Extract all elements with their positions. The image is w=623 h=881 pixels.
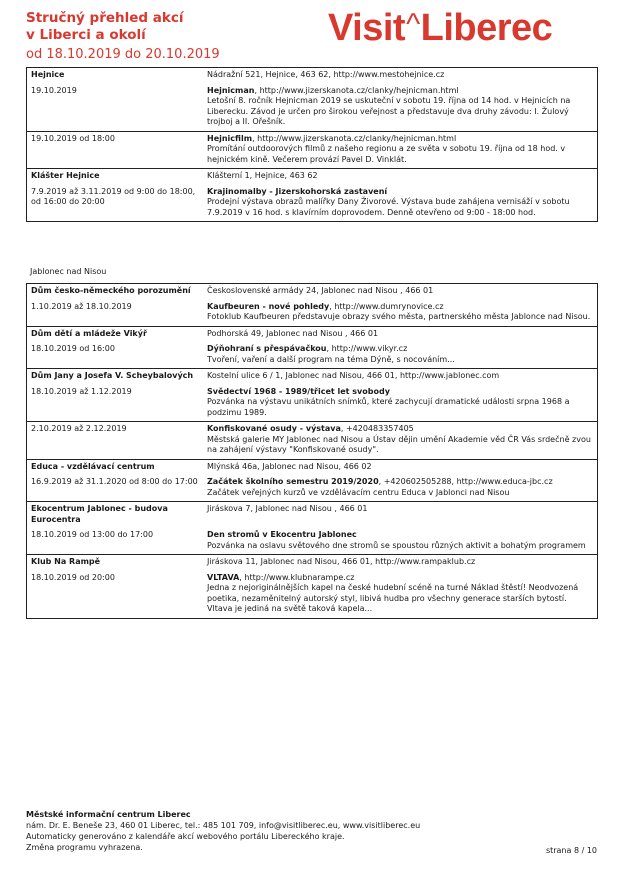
event-link[interactable]: , +420602505288, http://www.educa-jbc.cz <box>378 477 553 486</box>
place-address: Podhorská 49, Jablonec nad Nisou , 466 01 <box>207 328 379 338</box>
logo-visit: Visit <box>328 7 406 49</box>
place-row <box>27 554 597 571</box>
event-title: Hejnicman <box>207 85 255 95</box>
logo-liberec: Liberec <box>420 7 553 49</box>
event-row <box>27 571 597 618</box>
event-title: Krajinomalby - Jizerskohorská zastavení <box>207 186 388 196</box>
event-row <box>27 475 597 501</box>
place-row <box>27 326 597 343</box>
footer-change-note: Změna programu vyhrazena. <box>26 843 143 852</box>
place-address: Jiráskova 7, Jablonec nad Nisou , 466 01 <box>207 504 368 513</box>
event-description: Promítání outdoorových filmů z našeho regionu a ze světa v sobotu 19. října od 18 hod. v hejnickém kině. Večerem provází Pavel D. Vinklát. <box>207 144 566 164</box>
event-row <box>27 300 597 326</box>
event-detail <box>203 385 597 422</box>
footer-auto-note: Automaticky generováno z kalendáře akcí webového portálu Libereckého kraje. <box>26 832 345 841</box>
event-link[interactable]: , http://www.jizerskanota.cz/clanky/hejnicman.html <box>254 85 459 95</box>
event-date-line: 7.9.2019 až 3.11.2019 od 9:00 do 18:00, <box>31 186 196 196</box>
event-detail <box>203 342 597 368</box>
event-description: Fotoklub Kaufbeuren představuje obrazy svého města, partnerského města Jablonce nad Nisou. <box>207 312 591 321</box>
event-date <box>27 185 203 222</box>
event-title: VLTAVA <box>207 572 240 582</box>
place-address: Mlýnská 46a, Jablonec nad Nisou, 466 02 <box>207 461 372 471</box>
event-detail <box>203 475 597 501</box>
place-name: Dům dětí a mládeže Vikýř <box>31 328 147 338</box>
event-row <box>27 131 597 169</box>
event-detail <box>203 571 597 618</box>
event-description: Tvoření, vaření a další program na téma Dýně, s nocováním... <box>207 354 455 364</box>
document-title <box>26 10 184 44</box>
event-row <box>27 421 597 459</box>
event-date: 18.10.2019 od 20:00 <box>31 572 115 582</box>
event-link[interactable]: , http://www.dumrynovice.cz <box>329 301 444 311</box>
event-title: Konfiskované osudy - výstava <box>207 424 341 433</box>
event-title: Kaufbeuren - nové pohledy <box>207 301 330 311</box>
place-address: Československé armády 24, Jablonec nad Nisou , 466 01 <box>207 286 434 295</box>
place-row <box>27 368 597 385</box>
event-date: 18.10.2019 až 1.12.2019 <box>31 386 132 396</box>
place-row <box>27 168 597 185</box>
page-number: strana 8 / 10 <box>545 846 597 855</box>
event-row <box>27 385 597 422</box>
event-row <box>27 528 597 554</box>
event-description: Letošní 8. ročník Hejnicman 2019 se uskuteční v sobotu 19. října od 14 hod. v Hejnicích na Liberecku. Závod je určen pro širokou veřejnost a představuje dva druhy závodu: I. Žulový trojboj a II. Ořešník. <box>207 96 571 126</box>
place-name: Klub Na Rampě <box>31 557 101 566</box>
event-date: 19.10.2019 od 18:00 <box>31 133 115 143</box>
place-address: Nádražní 521, Hejnice, 463 62, http://www.mestohejnice.cz <box>207 70 445 79</box>
place-name: Klášter Hejnice <box>31 171 100 180</box>
event-detail <box>203 132 597 169</box>
place-address: Jiráskova 11, Jablonec nad Nisou, 466 01, http://www.rampaklub.cz <box>207 557 476 566</box>
event-date: 16.9.2019 až 31.1.2020 od 8:00 do 17:00 <box>31 477 198 486</box>
event-date-line: od 16:00 do 20:00 <box>31 197 105 206</box>
event-description: Městská galerie MY Jablonec nad Nisou a Ústav dějin umění Akademie věd ČR Vás srdečně zvou na zahájení výstavy "Konfiskované osudy". <box>207 434 591 454</box>
event-description: Pozvánka na oslavu světového dne stromů se spoustou různých aktivit a bohatým programem <box>207 540 586 550</box>
event-link[interactable]: , http://www.klubnarampe.cz <box>239 572 355 582</box>
region-heading: Jablonec nad Nisou <box>30 267 107 276</box>
logo-caret-icon: ^ <box>406 8 420 41</box>
event-row <box>27 84 597 131</box>
place-name: Dům Jany a Josefa V. Scheybalových <box>31 371 194 380</box>
event-title: Svědectví 1968 - 1989/třicet let svobody <box>207 386 390 396</box>
event-detail <box>203 84 597 131</box>
event-title: Začátek školního semestru 2019/2020 <box>207 477 379 486</box>
hejnice-table <box>26 67 598 222</box>
date-range: od 18.10.2019 do 20.10.2019 <box>26 47 220 62</box>
place-address: Klášterní 1, Hejnice, 463 62 <box>207 171 318 180</box>
event-row <box>27 185 597 222</box>
place-row <box>27 459 597 476</box>
place-row <box>27 284 597 300</box>
event-row <box>27 342 597 368</box>
event-description: Jedna z nejoriginálnějších kapel na české hudební scéně na turné Náklad štěstí! Neodvozená poetika, nezaměnitelný autorský styl, libivá hudba pro všechny generace starších bytostí. Vltava je jediná na světě taková kapela... <box>207 583 579 613</box>
title-line-2: v Liberci a okolí <box>26 27 146 43</box>
event-link[interactable]: , http://www.vikyr.cz <box>326 344 408 353</box>
event-link[interactable]: , +420483357405 <box>340 424 414 433</box>
event-detail <box>203 528 597 554</box>
place-name: Hejnice <box>31 70 65 79</box>
place-row <box>27 68 597 84</box>
footer-org: Městské informační centrum Liberec <box>26 810 191 819</box>
event-title: Hejnicfilm <box>207 133 253 143</box>
footer-address: nám. Dr. E. Beneše 23, 460 01 Liberec, tel.: 485 101 709, info@visitliberec.eu, www.visitliberec.eu <box>26 821 421 830</box>
place-address: Kostelní ulice 6 / 1, Jablonec nad Nisou, 466 01, http://www.jablonec.com <box>207 371 500 380</box>
jablonec-table <box>26 283 598 619</box>
place-name: Ekocentrum Jablonec - budova Eurocentra <box>31 504 168 524</box>
place-name: Educa - vzdělávací centrum <box>31 461 155 471</box>
event-date: 18.10.2019 od 13:00 do 17:00 <box>31 530 154 539</box>
event-detail <box>203 300 597 326</box>
event-date: 19.10.2019 <box>31 85 77 95</box>
title-line-1: Stručný přehled akcí <box>26 10 184 26</box>
place-row <box>27 501 597 528</box>
event-date: 18.10.2019 od 16:00 <box>31 344 115 353</box>
footer <box>26 809 598 853</box>
event-title: Den stromů v Ekocentru Jablonec <box>207 530 357 539</box>
place-name: Dům česko-německého porozumění <box>31 286 191 295</box>
event-description: Pozvánka na výstavu unikátních snímků, které zachycují dramatické události srpna 1968 a podzimu 1989. <box>207 397 570 417</box>
event-link[interactable]: , http://www.jizerskanota.cz/clanky/hejnicman.html <box>252 133 457 143</box>
event-description: Prodejní výstava obrazů malířky Dany Živorové. Výstava bude zahájena vernisáží v sobotu 7.9.2019 v 16 hod. s klavírním doprovodem. Denně otevřeno od 9:00 - 18:00 hod. <box>207 197 570 217</box>
event-date: 2.10.2019 až 2.12.2019 <box>31 424 127 433</box>
event-description: Začátek veřejných kurzů ve vzdělávacím centru Educa v Jablonci nad Nisou <box>207 487 510 497</box>
event-detail <box>203 422 597 459</box>
event-title: Dýňohraní s přespávačkou <box>207 344 327 353</box>
visit-liberec-logo <box>328 6 552 53</box>
event-detail <box>203 185 597 222</box>
event-date: 1.10.2019 až 18.10.2019 <box>31 301 132 311</box>
